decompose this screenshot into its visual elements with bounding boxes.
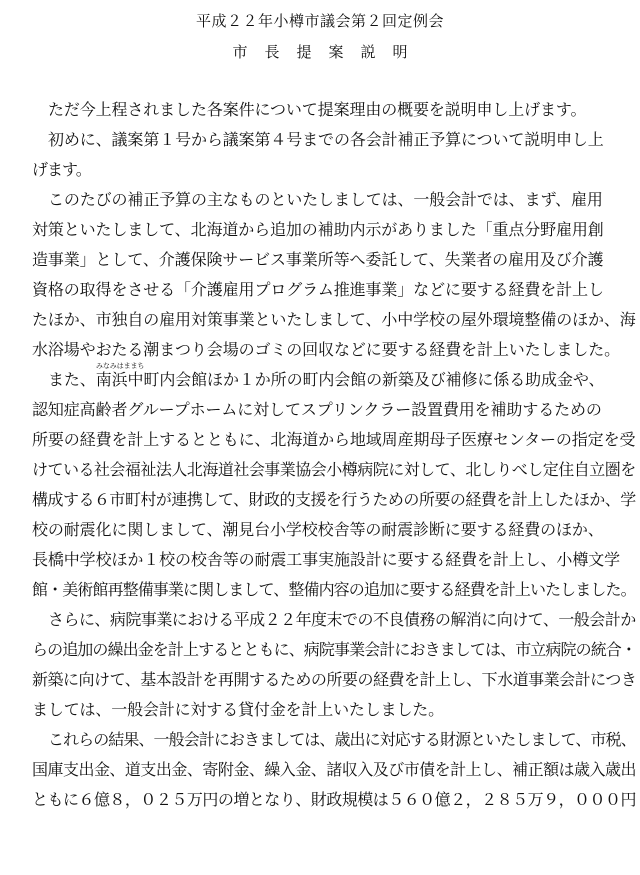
text-line: ましては、一般会計に対する貸付金を計上いたしました。 bbox=[32, 700, 445, 719]
text-line: けている社会福祉法人北海道社会事業協会小樽病院に対して、北しりべし定住自立圏を bbox=[32, 460, 636, 479]
text-line: らの追加の繰出金を計上するとともに、病院事業会計におきましては、市立病院の統合・ bbox=[32, 640, 637, 659]
text-line: さらに、病院事業における平成２２年度末での不良債務の解消に向けて、一般会計か bbox=[48, 610, 636, 629]
text-line: 構成する６市町村が連携して、財政的支援を行うための所要の経費を計上したほか、学 bbox=[32, 490, 636, 509]
document-title: 平成２２年小樽市議会第２回定例会 bbox=[195, 12, 444, 30]
text-line: たほか、市独自の雇用対策事業といたしまして、小中学校の屋外環境整備のほか、海 bbox=[32, 310, 636, 329]
text-line: 水浴場やおたる潮まつり会場のゴミの回収などに要する経費を計上いたしました。 bbox=[32, 340, 621, 359]
text-line: 校の耐震化に関しまして、潮見台小学校校舎等の耐震診断に要する経費のほか、 bbox=[32, 520, 604, 539]
text-line: げます。 bbox=[32, 160, 91, 179]
text-line: 初めに、議案第１号から議案第４号までの各会計補正予算について説明申し上 bbox=[48, 130, 604, 149]
text-line: これらの結果、一般会計におきましては、歳出に対応する財源といたしまして、市税、 bbox=[48, 730, 636, 749]
text-line: 認知症高齢者グループホームに対してスプリンクラー設置費用を補助するための bbox=[32, 400, 602, 419]
text-line: 館・美術館再整備事業に関しまして、整備内容の追加に要する経費を計上いたしました。 bbox=[32, 580, 636, 599]
text-line: 国庫支出金、道支出金、寄附金、繰入金、諸収入及び市債を計上し、補正額は歳入歳出 bbox=[32, 760, 637, 779]
text-line: ただ今上程されました各案件について提案理由の概要を説明申し上げます。 bbox=[48, 100, 587, 119]
document-subtitle: 市長提案説明 bbox=[232, 43, 425, 61]
text-line: また、南浜中町内会館ほか１か所の町内会館の新築及び補修に係る助成金や、 みなみはままち bbox=[48, 362, 605, 389]
text-line: 造事業」として、介護保険サービス事業所等へ委託して、失業者の雇用及び介護 bbox=[32, 250, 604, 269]
text-line: 資格の取得をさせる「介護雇用プログラム推進事業」などに要する経費を計上し bbox=[32, 280, 604, 299]
furigana-annotation: みなみはままち bbox=[96, 362, 145, 370]
text-line: 長橋中学校ほか１校の校舎等の耐震工事実施設計に要する経費を計上し、小樽文学 bbox=[32, 550, 621, 569]
document-body bbox=[0, 95, 640, 815]
text-line: このたびの補正予算の主なものといたしましては、一般会計では、まず、雇用 bbox=[48, 190, 603, 209]
text-line: ともに６億８，０２５万円の増となり、財政規模は５６０億２，２８５万９，０００円 bbox=[32, 790, 637, 809]
text-line: 対策といたしまして、北海道から追加の補助内示がありました「重点分野雇用創 bbox=[32, 220, 604, 239]
text-line: 所要の経費を計上するとともに、北海道から地域周産期母子医療センターの指定を受 bbox=[32, 430, 636, 449]
text-line: 新築に向けて、基本設計を再開するための所要の経費を計上し、下水道事業会計につき bbox=[32, 670, 637, 689]
